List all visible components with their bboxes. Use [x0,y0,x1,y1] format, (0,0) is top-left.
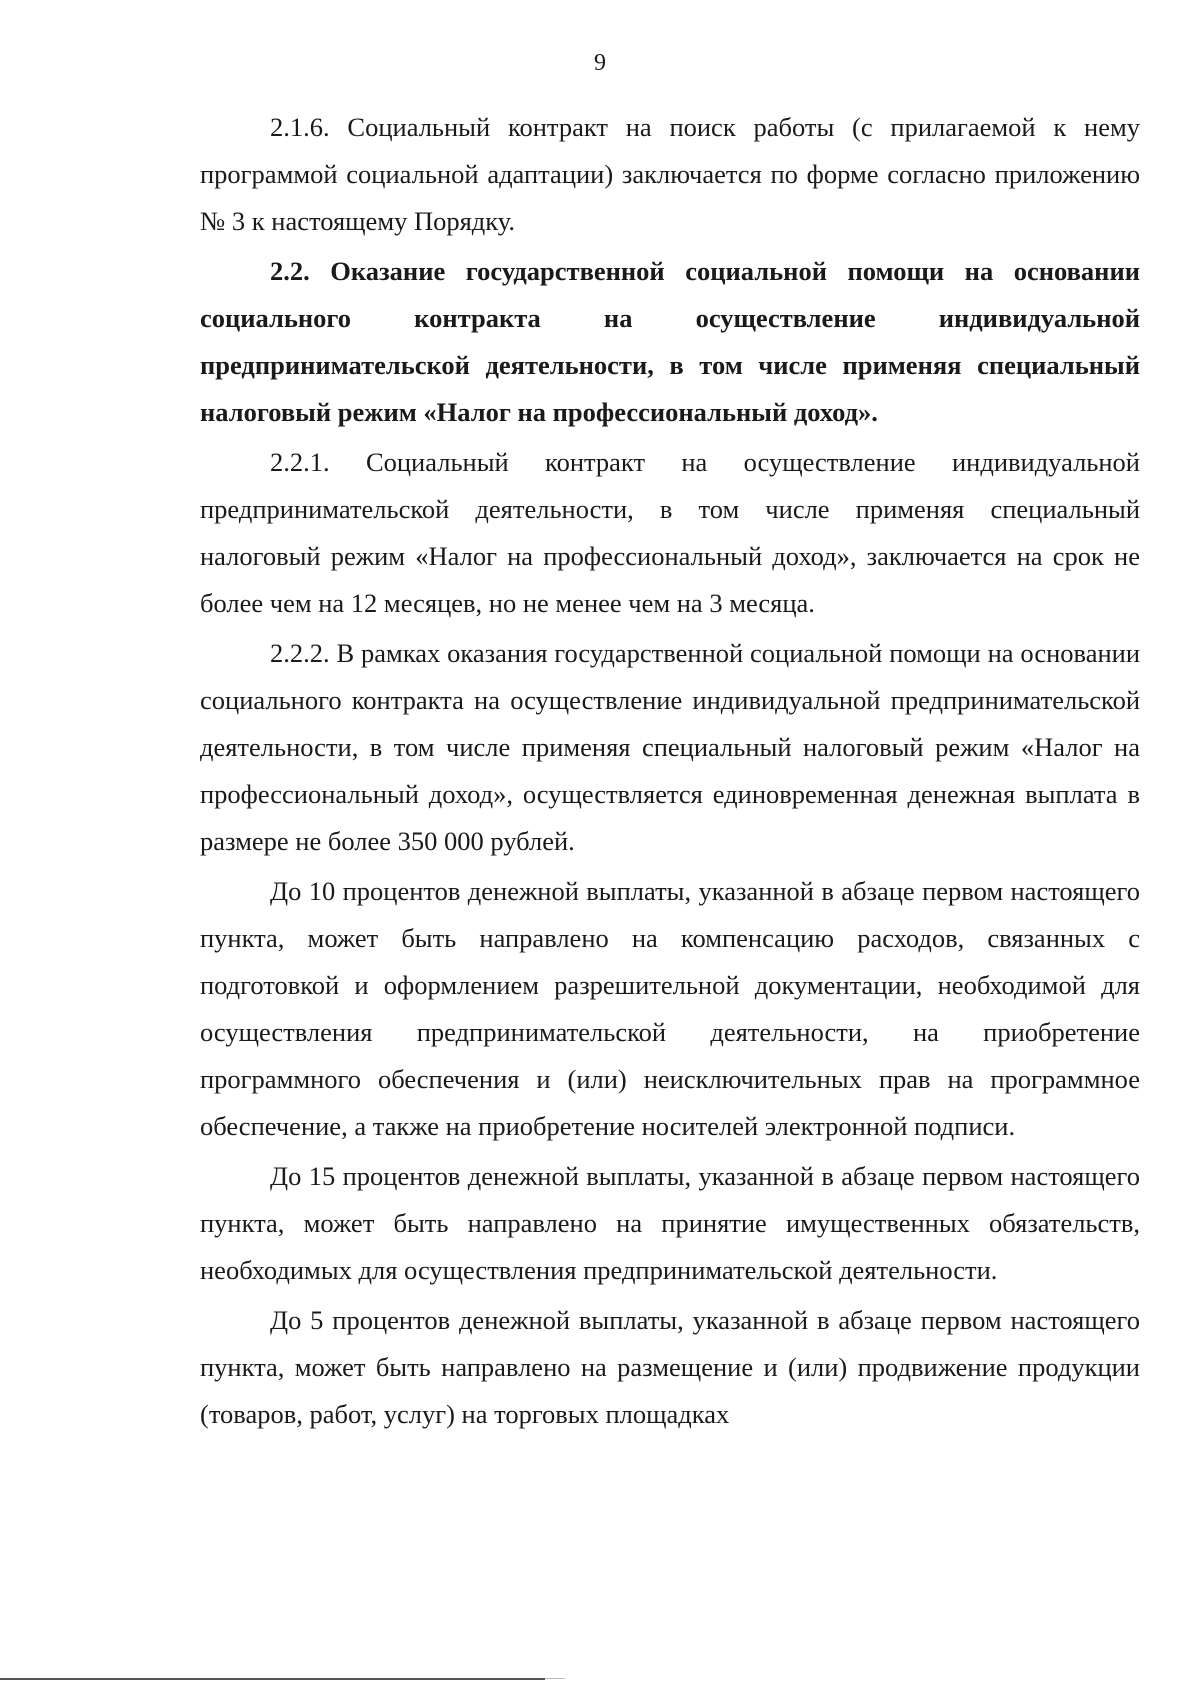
page-number: 9 [594,50,606,76]
document-body [200,104,1140,1441]
paragraph-10-percent: До 10 процентов денежной выплаты, указанной в абзаце первом настоящего пункта, может быть направлено на компенсацию расходов, связанных с подготовкой и оформлением разрешительной документации, необходимой для осуществления предпринимательской деятельности, на приобретение программного обеспечения и (или) неисключительных прав на программное обеспечение, а также на приобретение носителей электронной подписи. [200,876,1140,1141]
bottom-scan-rule [0,1678,545,1680]
paragraph-2-2-2: 2.2.2. В рамках оказания государственной социальной помощи на основании социального контракта на осуществление индивидуальной предпринимательской деятельности, в том числе применяя специальный налоговый режим «Налог на профессиональный доход», осуществляется единовременная денежная выплата в размере не более 350 000 рублей. [200,638,1140,856]
paragraph-2-1-6: 2.1.6. Социальный контракт на поиск работы (с прилагаемой к нему программой социальной адаптации) заключается по форме согласно приложению № 3 к настоящему Порядку. [200,112,1140,236]
paragraph-2-2-1: 2.2.1. Социальный контракт на осуществление индивидуальной предпринимательской деятельности, в том числе применяя специальный налоговый режим «Налог на профессиональный доход», заключается на срок не более чем на 12 месяцев, но не менее чем на 3 месяца. [200,447,1140,618]
paragraph-15-percent: До 15 процентов денежной выплаты, указанной в абзаце первом настоящего пункта, может быть направлено на принятие имущественных обязательств, необходимых для осуществления предпринимательской деятельности. [200,1161,1140,1285]
bottom-scan-rule-faint [545,1678,565,1679]
section-heading-2-2: 2.2. Оказание государственной социальной помощи на основании социального контракта на осуществление индивидуальной предпринимательской деятельности, в том числе применяя специальный налоговый режим «Налог на профессиональный доход». [200,256,1140,427]
paragraph-5-percent: До 5 процентов денежной выплаты, указанной в абзаце первом настоящего пункта, может быть направлено на размещение и (или) продвижение продукции (товаров, работ, услуг) на торговых площадках [200,1305,1140,1429]
